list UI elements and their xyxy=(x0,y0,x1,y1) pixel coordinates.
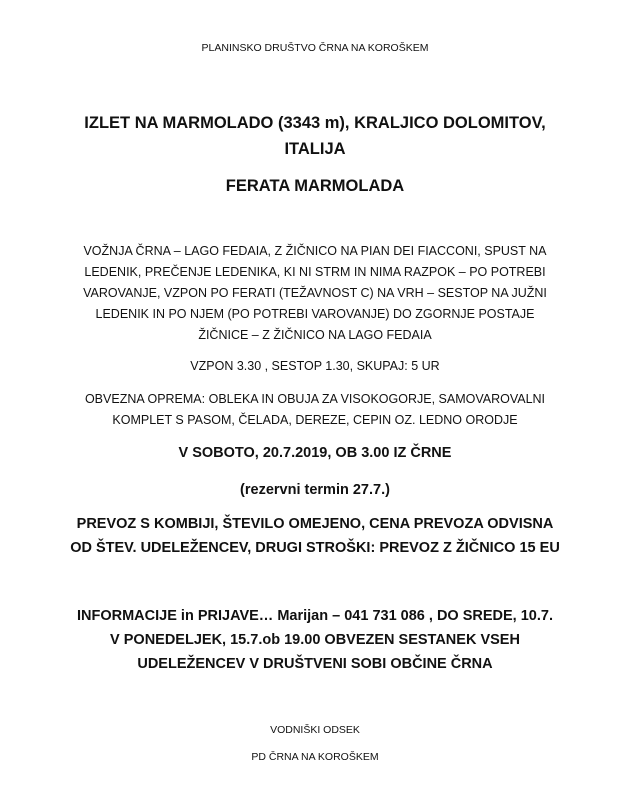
info-line: UDELEŽENCEV V DRUŠTVENI SOBI OBČINE ČRNA xyxy=(137,656,493,672)
info-line: INFORMACIJE in PRIJAVE… Marijan – 041 731 086 , DO SREDE, 10.7. xyxy=(77,608,553,624)
event-title-line-1: IZLET NA MARMOLADO (3343 m), KRALJICO DOLOMITOV, xyxy=(84,114,546,132)
footer-society: PD ČRNA NA KOROŠKEM xyxy=(251,751,379,763)
equipment-line: OBVEZNA OPREMA: OBLEKA IN OBUJA ZA VISOKOGORJE, SAMOVAROVALNI xyxy=(84,392,546,406)
society-header: PLANINSKO DRUŠTVO ČRNA NA KOROŠKEM xyxy=(201,42,429,54)
event-subtitle: FERATA MARMOLADA xyxy=(225,177,405,195)
event-date: V SOBOTO, 20.7.2019, OB 3.00 IZ ČRNE xyxy=(178,445,452,461)
transport-info xyxy=(0,512,630,560)
route-description xyxy=(0,241,630,346)
reserve-date: (rezervni termin 27.7.) xyxy=(240,482,390,498)
event-title-line-2: ITALIJA xyxy=(284,140,346,158)
footer-section: VODNIŠKI ODSEK xyxy=(270,724,360,736)
route-line: VAROVANJE, VZPON PO FERATI (TEŽAVNOST C) NA VRH – SESTOP NA JUŽNI xyxy=(83,286,547,300)
transport-line: OD ŠTEV. UDELEŽENCEV, DRUGI STROŠKI: PREVOZ Z ŽIČNICO 15 EU xyxy=(70,540,560,556)
info-line: V PONEDELJEK, 15.7.ob 19.00 OBVEZEN SESTANEK VSEH xyxy=(110,632,520,648)
transport-line: PREVOZ S KOMBIJI, ŠTEVILO OMEJENO, CENA PREVOZA ODVISNA xyxy=(76,516,554,532)
equipment-list xyxy=(0,389,630,431)
route-line: LEDENIK, PREČENJE LEDENIKA, KI NI STRM IN NIMA RAZPOK – PO POTREBI xyxy=(84,265,546,279)
times-summary: VZPON 3.30 , SESTOP 1.30, SKUPAJ: 5 UR xyxy=(190,359,440,373)
equipment-line: KOMPLET S PASOM, ČELADA, DEREZE, CEPIN OZ. LEDNO ORODJE xyxy=(112,413,518,427)
route-line: LEDENIK IN PO NJEM (PO POTREBI VAROVANJE) DO ZGORNJE POSTAJE xyxy=(95,307,535,321)
route-line: VOŽNJA ČRNA – LAGO FEDAIA, Z ŽIČNICO NA PIAN DEI FIACCONI, SPUST NA xyxy=(83,244,547,258)
route-line: ŽIČNICE – Z ŽIČNICO NA LAGO FEDAIA xyxy=(198,328,432,342)
registration-info xyxy=(0,604,630,676)
event-title xyxy=(0,110,630,162)
